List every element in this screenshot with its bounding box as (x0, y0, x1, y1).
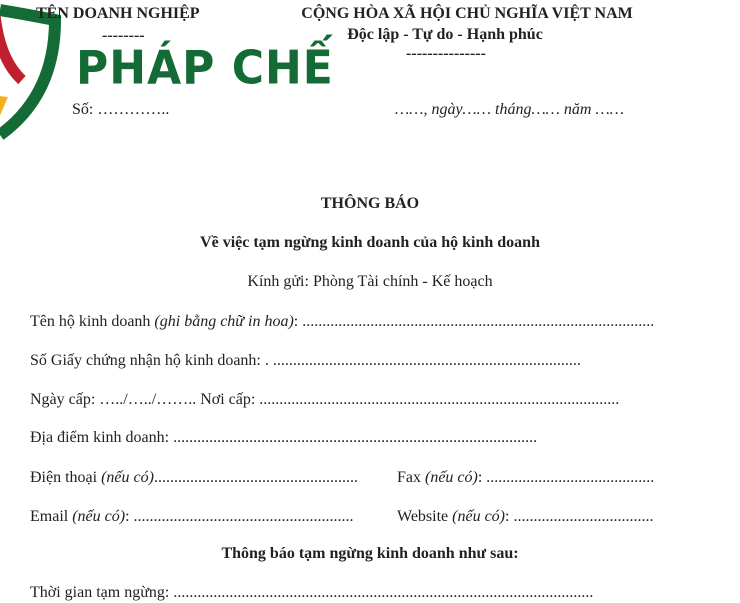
document-title: THÔNG BÁO (320, 195, 420, 212)
label: Tên hộ kinh doanh (30, 313, 155, 330)
field-certificate-number: Số Giấy chứng nhận hộ kinh doanh: . ............................................................................. (30, 352, 581, 369)
hint: (nếu có) (452, 508, 505, 525)
recipient: Kính gửi: Phòng Tài chính - Kế hoạch (247, 273, 493, 290)
hint: (nếu có) (72, 508, 126, 525)
blank: : ....................................................... (125, 508, 354, 525)
field-website (397, 507, 653, 527)
field-issue-date-place: Ngày cấp: …../…../…….. Nơi cấp: .......................................................................................... (30, 391, 620, 408)
document-number: Số: ………….. (72, 101, 170, 118)
document-date: ……, ngày…… tháng…… năm …… (395, 101, 624, 118)
watermark-brand: PHÁP CHẾ (76, 41, 334, 96)
field-phone (30, 468, 358, 488)
hint: (ghi bằng chữ in hoa) (154, 313, 294, 330)
label: Website (397, 508, 453, 525)
field-fax (397, 468, 654, 488)
national-title: CỘNG HÒA XÃ HỘI CHỦ NGHĨA VIỆT NAM (301, 5, 633, 22)
field-suspension-time: Thời gian tạm ngừng: ......................................................................................................... (30, 584, 594, 601)
company-name: TÊN DOANH NGHIỆP (36, 5, 200, 22)
document-subject: Về việc tạm ngừng kinh doanh của hộ kinh doanh (200, 234, 540, 251)
national-motto: Độc lập - Tự do - Hạnh phúc (347, 26, 543, 43)
field-business-location: Địa điểm kinh doanh: ........................................................................................... (30, 429, 538, 446)
label: Email (30, 508, 73, 525)
hint: (nếu có) (425, 469, 478, 486)
company-separator: -------- (102, 27, 145, 44)
field-email (30, 507, 354, 527)
section-title: Thông báo tạm ngừng kinh doanh như sau: (221, 545, 519, 562)
label: Fax (397, 469, 425, 486)
blank: ................................................... (153, 469, 358, 486)
blank: : .......................................... (477, 469, 655, 486)
blank: : ........................................................................................ (293, 313, 655, 330)
label: Điện thoại (30, 469, 102, 486)
hint: (nếu có) (101, 469, 154, 486)
field-business-name (30, 312, 654, 332)
blank: : ................................... (505, 508, 654, 525)
motto-separator: --------------- (406, 45, 486, 62)
